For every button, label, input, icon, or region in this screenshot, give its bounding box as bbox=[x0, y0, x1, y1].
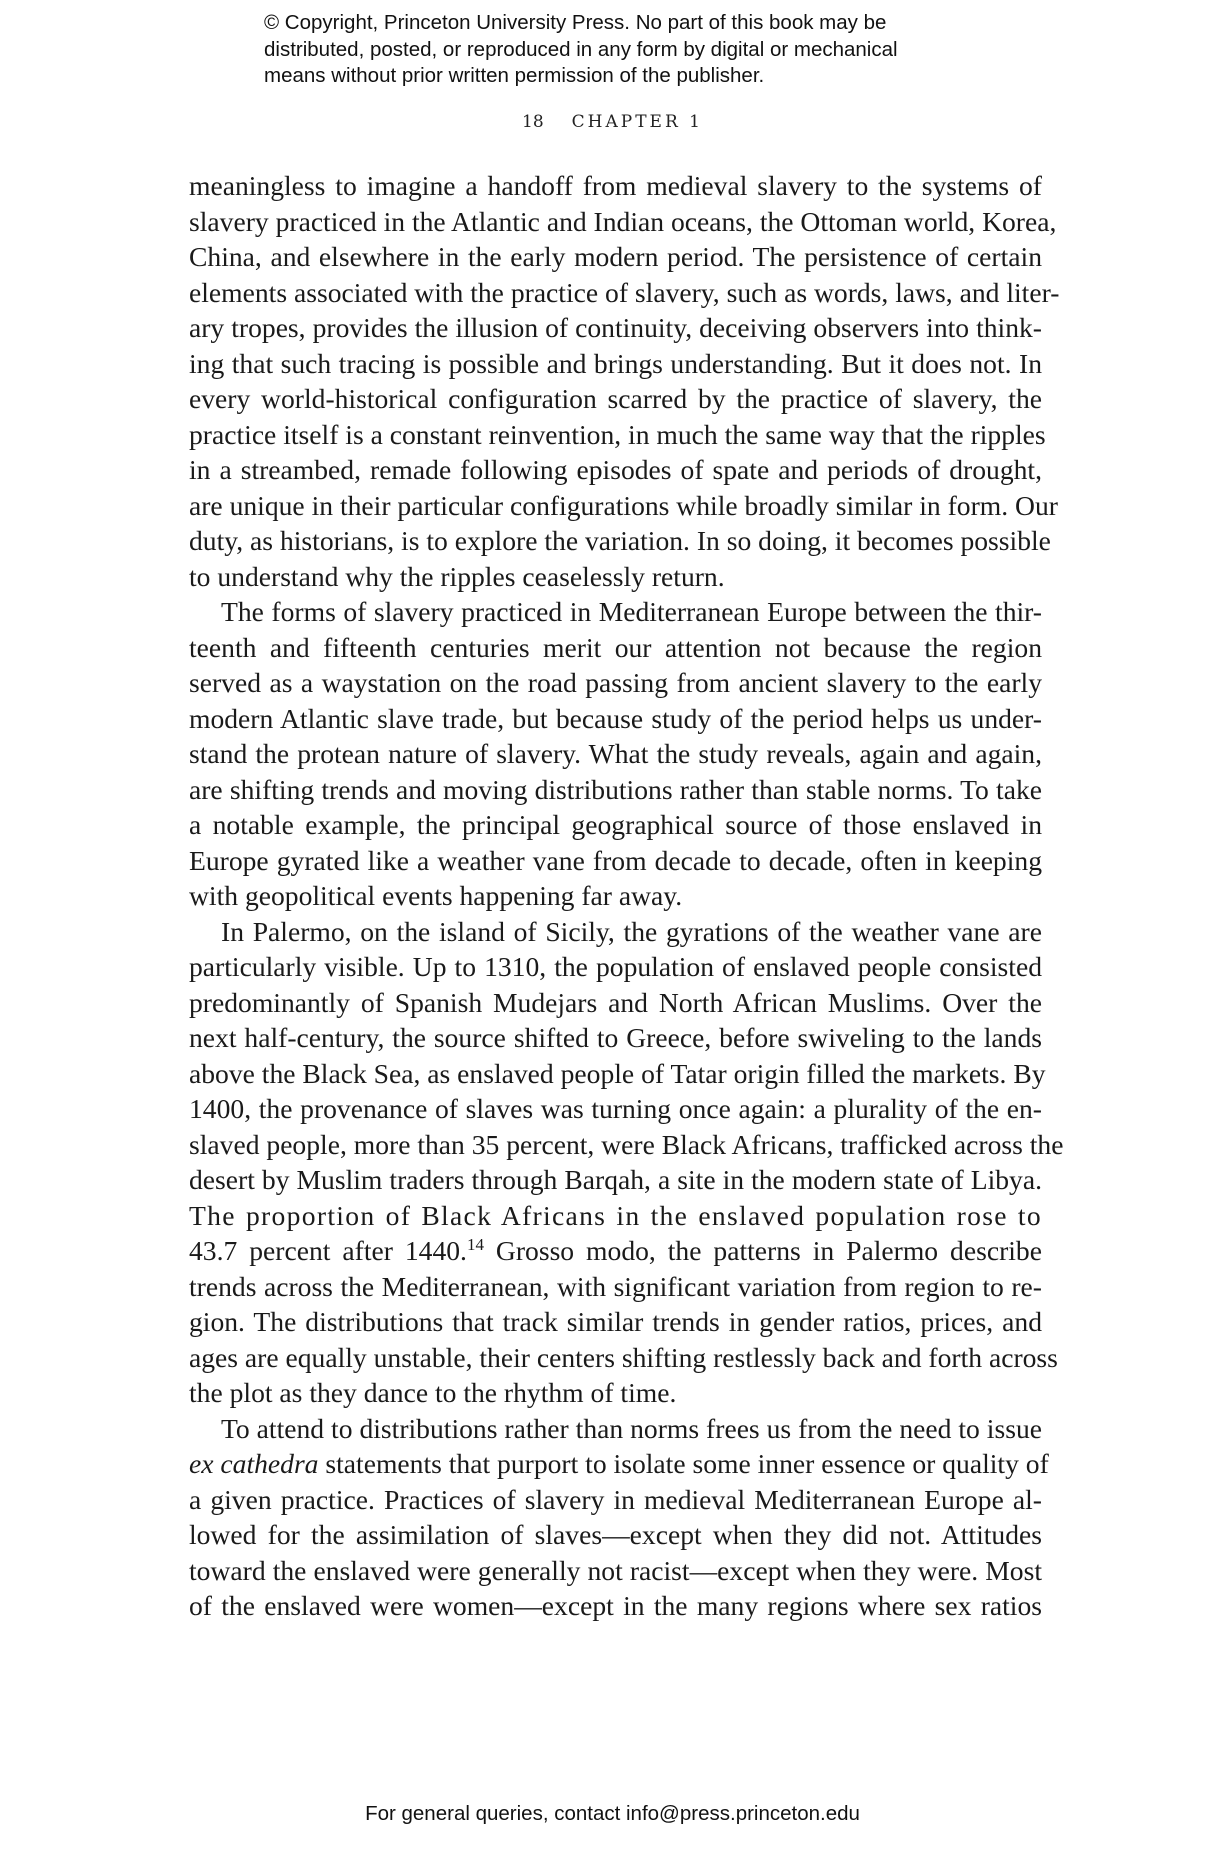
text-line: slavery practiced in the Atlantic and Indian oceans, the Ottoman world, Korea, bbox=[189, 205, 1057, 237]
text-line: of the enslaved were women—except in the many regions where sex ratios bbox=[189, 1590, 1042, 1621]
text-line: served as a waystation on the road passing from ancient slavery to the early bbox=[189, 667, 1042, 698]
text-line: predominantly of Spanish Mudejars and North African Muslims. Over the bbox=[189, 986, 1042, 1018]
text-line: 1400, the provenance of slaves was turning once again: a plurality of the en- bbox=[189, 1093, 1042, 1124]
text-line: Europe gyrated like a weather vane from decade to decade, often in keeping bbox=[189, 844, 1042, 876]
text-line: to understand why the ripples ceaselessly return. bbox=[189, 560, 725, 592]
text-line: ing that such tracing is possible and brings understanding. But it does not. In bbox=[189, 347, 1042, 379]
text-line: practice itself is a constant reinvention, in much the same way that the ripples bbox=[189, 418, 1046, 450]
copyright-line: distributed, posted, or reproduced in any form by digital or mechanical bbox=[264, 37, 898, 61]
text-segment: 43.7 percent after 1440. bbox=[189, 1235, 467, 1266]
text-line: a given practice. Practices of slavery in medieval Mediterranean Europe al- bbox=[189, 1483, 1042, 1515]
text-line: China, and elsewhere in the early modern period. The persistence of certain bbox=[189, 241, 1042, 272]
text-line: are unique in their particular configurations while broadly similar in form. Our bbox=[189, 489, 1058, 521]
text-line: meaningless to imagine a handoff from medieval slavery to the systems of bbox=[189, 170, 1042, 201]
text-line: The forms of slavery practiced in Mediterranean Europe between the thir- bbox=[221, 596, 1042, 627]
text-segment: Grosso modo, the patterns in Palermo describe bbox=[495, 1235, 1042, 1266]
text-line: in a streambed, remade following episodes of spate and periods of drought, bbox=[189, 454, 1042, 485]
text-line: stand the protean nature of slavery. What the study reveals, again and again, bbox=[189, 738, 1042, 769]
text-line: To attend to distributions rather than norms frees us from the need to issue bbox=[221, 1412, 1042, 1444]
text-line: elements associated with the practice of slavery, such as words, laws, and liter- bbox=[189, 276, 1060, 308]
copyright-line: means without prior written permission of the publisher. bbox=[264, 64, 765, 87]
text-line: trends across the Mediterranean, with significant variation from region to re- bbox=[189, 1270, 1042, 1302]
italic-phrase: ex cathedra bbox=[189, 1448, 319, 1479]
contact-footer: For general queries, contact info@press.princeton.edu bbox=[365, 1802, 860, 1825]
text-line: particularly visible. Up to 1310, the population of enslaved people consisted bbox=[189, 951, 1042, 982]
text-line: with geopolitical events happening far away. bbox=[189, 880, 683, 911]
text-line: lowed for the assimilation of slaves—except when they did not. Attitudes bbox=[189, 1519, 1042, 1550]
footnote-reference[interactable]: 14 bbox=[466, 1235, 484, 1254]
text-line: In Palermo, on the island of Sicily, the gyrations of the weather vane are bbox=[221, 915, 1042, 947]
text-line: modern Atlantic slave trade, but because study of the period helps us under- bbox=[189, 702, 1042, 734]
text-line-with-footnote bbox=[189, 1233, 1042, 1269]
text-line: every world-historical configuration scarred by the practice of slavery, the bbox=[189, 383, 1042, 414]
text-line: duty, as historians, is to explore the variation. In so doing, it becomes possible bbox=[189, 525, 1051, 556]
running-head bbox=[0, 112, 1225, 132]
chapter-title: CHAPTER 1 bbox=[571, 112, 703, 132]
text-line: ages are equally unstable, their centers shifting restlessly back and forth across bbox=[189, 1341, 1058, 1373]
text-line: next half-century, the source shifted to Greece, before swiveling to the lands bbox=[189, 1022, 1042, 1053]
text-line: The proportion of Black Africans in the enslaved population rose to bbox=[189, 1199, 1042, 1231]
body-text bbox=[189, 168, 1064, 1624]
text-line: teenth and fifteenth centuries merit our attention not because the region bbox=[189, 631, 1042, 663]
text-line: above the Black Sea, as enslaved people of Tatar origin filled the markets. By bbox=[189, 1057, 1046, 1089]
text-line-with-italic bbox=[189, 1446, 1049, 1482]
copyright-line: © Copyright, Princeton University Press. No part of this book may be bbox=[264, 11, 887, 34]
text-line: are shifting trends and moving distributions rather than stable norms. To take bbox=[189, 773, 1042, 805]
text-line: a notable example, the principal geographical source of those enslaved in bbox=[189, 809, 1042, 840]
text-line: the plot as they dance to the rhythm of time. bbox=[189, 1377, 677, 1408]
text-line: toward the enslaved were generally not racist—except when they were. Most bbox=[189, 1554, 1042, 1586]
copyright-notice bbox=[264, 10, 984, 90]
text-line: slaved people, more than 35 percent, were Black Africans, trafficked across the bbox=[189, 1128, 1064, 1160]
text-line: desert by Muslim traders through Barqah, a site in the modern state of Libya. bbox=[189, 1164, 1042, 1195]
text-line: ary tropes, provides the illusion of continuity, deceiving observers into think- bbox=[189, 312, 1042, 343]
page-number: 18 bbox=[522, 112, 544, 132]
text-line: gion. The distributions that track similar trends in gender ratios, prices, and bbox=[189, 1306, 1042, 1337]
text-segment: statements that purport to isolate some inner essence or quality of bbox=[325, 1448, 1049, 1479]
